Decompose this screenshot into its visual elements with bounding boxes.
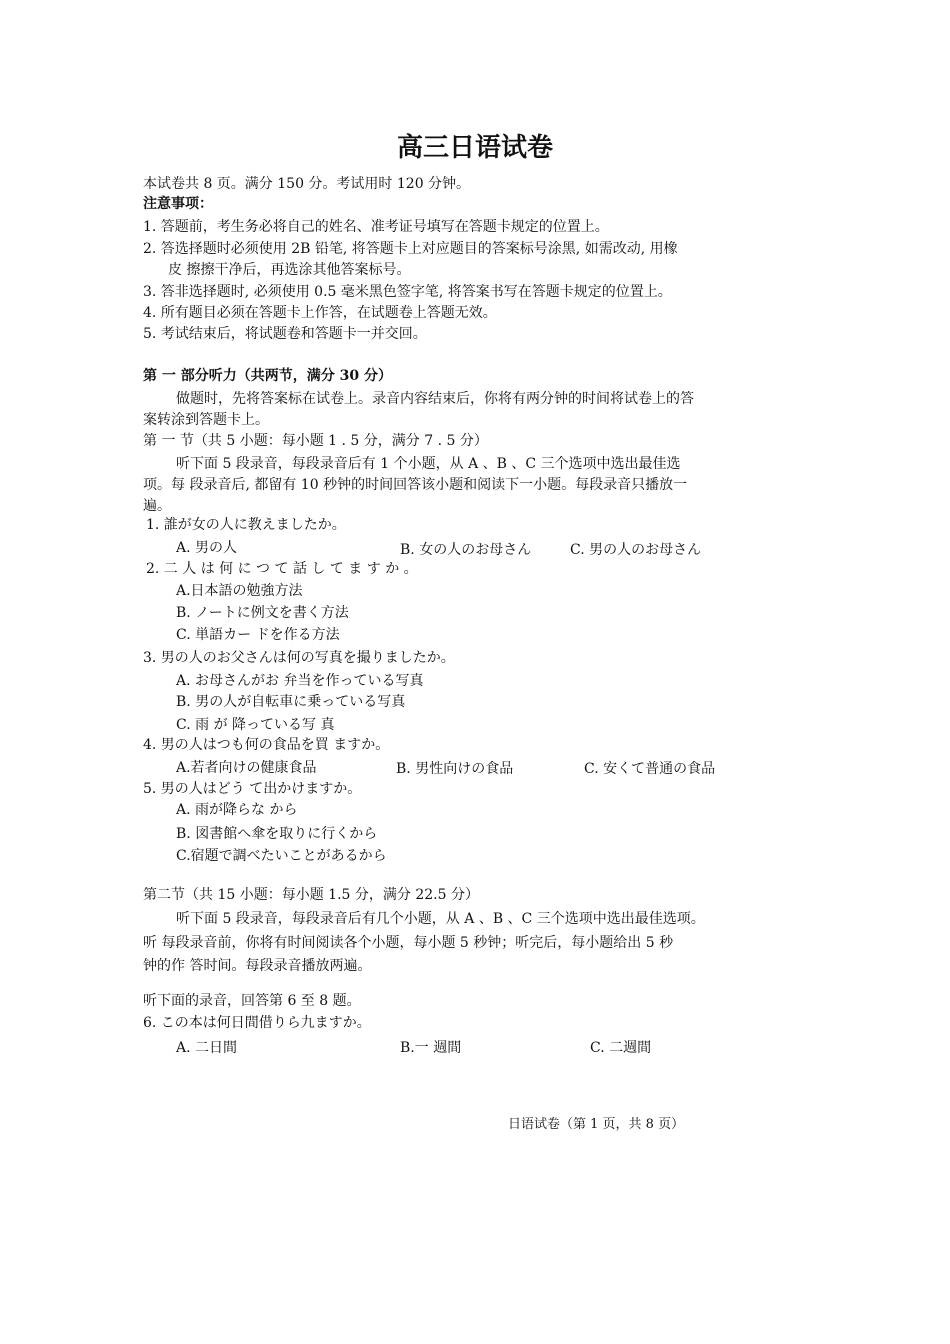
q2-option-b: B. ノートに例文を書く方法 bbox=[176, 605, 349, 621]
section2-heading: 第二节（共 15 小题：每小题 1.5 分，满分 22.5 分） bbox=[143, 887, 479, 903]
q4-option-a: A.若者向けの健康食品 bbox=[176, 760, 317, 776]
q3-option-a: A. お母さんがお 弁当を作っている写真 bbox=[176, 673, 424, 689]
page-footer: 日语试卷（第 1 页，共 8 页） bbox=[508, 1117, 685, 1132]
q1-option-c: C. 男の人のお母さん bbox=[570, 542, 702, 558]
notice-item: 5. 考试结束后，将试题卷和答题卡一并交回。 bbox=[143, 326, 427, 342]
question-2: 2. 二 人 は 何 に つ て 話 し て ま す か 。 bbox=[146, 561, 418, 577]
q5-option-b: B. 図書館へ傘を取りに行くから bbox=[176, 826, 378, 842]
section2-instructions: 听下面 5 段录音，每段录音后有几个小题，从 A 、B 、C 三个选项中选出最佳选项。 bbox=[176, 911, 705, 927]
q2-option-a: A.日本語の勉強方法 bbox=[176, 583, 303, 599]
q6-option-c: C. 二週間 bbox=[590, 1040, 652, 1056]
part1-instructions: 做题时，先将答案标在试卷上。录音内容结束后，你将有两分钟的时间将试卷上的答 bbox=[176, 391, 694, 407]
notice-item: 2. 答选择题时必须使用 2B 铅笔, 将答题卡上对应题目的答案标号涂黑, 如需改动, 用橡 bbox=[143, 241, 678, 257]
group-note: 听下面的录音，回答第 6 至 8 题。 bbox=[143, 993, 361, 1009]
notice-heading: 注意事项： bbox=[143, 196, 213, 212]
question-3: 3. 男の人のお父さんは何の写真を撮りましたか。 bbox=[143, 650, 455, 666]
q1-option-b: B. 女の人のお母さん bbox=[400, 542, 532, 558]
q4-option-c: C. 安くて普通の食品 bbox=[584, 761, 716, 777]
q6-option-b: B.一 週間 bbox=[400, 1040, 462, 1056]
q1-option-a: A. 男の人 bbox=[176, 540, 238, 556]
q2-option-c: C. 単語カー ドを作る方法 bbox=[176, 627, 340, 643]
section2-instructions: 听 每段录音前，你将有时间阅读各个小题，每小题 5 秒钟；听完后，每小题给出 5 秒 bbox=[143, 935, 674, 951]
section1-instructions: 项。每 段录音后, 都留有 10 秒钟的时间回答该小题和阅读下一小题。每段录音只播放一 bbox=[143, 477, 688, 493]
notice-item: 4. 所有题目必须在答题卡上作答，在试题卷上答题无效。 bbox=[143, 305, 497, 321]
notice-item: 3. 答非选择题时, 必须使用 0.5 毫米黑色签字笔, 将答案书写在答题卡规定的位置上。 bbox=[143, 284, 672, 300]
page-title: 高三日语试卷 bbox=[396, 133, 553, 163]
exam-intro: 本试卷共 8 页。满分 150 分。考试用时 120 分钟。 bbox=[143, 176, 471, 192]
section1-instructions: 听下面 5 段录音，每段录音后有 1 个小题，从 A 、B 、C 三个选项中选出最佳选 bbox=[176, 456, 681, 472]
notice-item-continued: 皮 擦擦干净后，再选涂其他答案标号。 bbox=[168, 262, 411, 278]
question-4: 4. 男の人はつも何の食品を買 ますか。 bbox=[143, 737, 390, 753]
part1-heading: 第 一 部分听力（共两节，满分 30 分） bbox=[143, 368, 392, 384]
question-6: 6. この本は何日間借りら九ますか。 bbox=[143, 1015, 371, 1031]
question-5: 5. 男の人はどう て出かけますか。 bbox=[143, 781, 362, 797]
section2-instructions: 钟的作 答时间。每段录音播放两遍。 bbox=[143, 958, 372, 974]
q6-option-a: A. 二日間 bbox=[176, 1040, 238, 1056]
section1-heading: 第 一 节（共 5 小题：每小题 1 . 5 分，满分 7 . 5 分） bbox=[143, 433, 488, 449]
notice-item: 1. 答题前，考生务必将自己的姓名、准考证号填写在答题卡规定的位置上。 bbox=[143, 219, 609, 235]
q5-option-a: A. 雨が降らな から bbox=[176, 802, 298, 818]
question-1: 1. 誰が女の人に教えましたか。 bbox=[146, 517, 346, 533]
q4-option-b: B. 男性向けの食品 bbox=[396, 761, 514, 777]
q3-option-b: B. 男の人が自転車に乗っている写真 bbox=[176, 694, 406, 710]
q3-option-c: C. 雨 が 降っている写 真 bbox=[176, 717, 335, 733]
section1-instructions: 遍。 bbox=[143, 498, 171, 514]
part1-instructions: 案转涂到答题卡上。 bbox=[143, 412, 269, 428]
q5-option-c: C.宿題で調べたいことがあるから bbox=[176, 848, 387, 864]
